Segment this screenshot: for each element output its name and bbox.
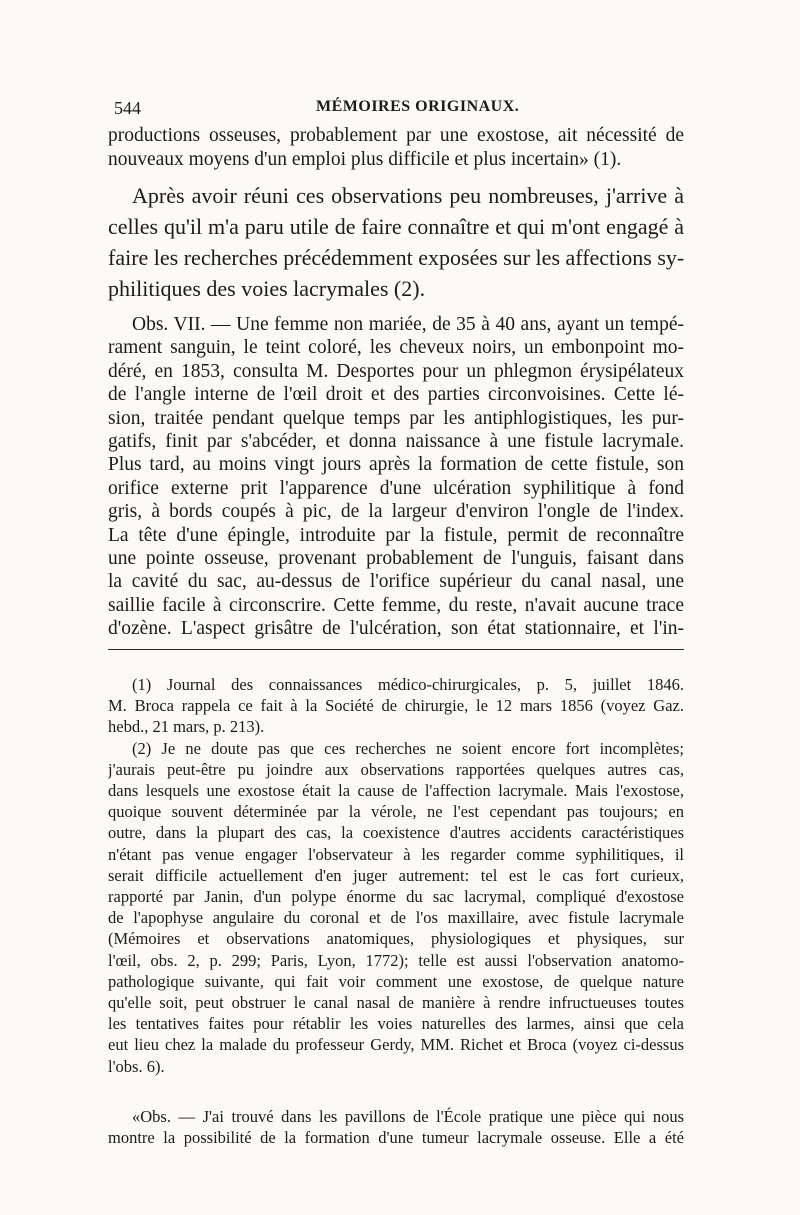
text-line: Plus tard, au moins vingt jours après la formation de cette fistule, son	[108, 454, 684, 476]
text-line: la cavité du sac, au-dessus de l'orifice supérieur du canal nasal, une	[108, 571, 684, 593]
footnote-line: (2) Je ne doute pas que ces recherches ne soient encore fort incomplètes;	[132, 738, 684, 758]
running-title: MÉMOIRES ORIGINAUX.	[316, 98, 520, 115]
text-line: nouveaux moyens d'un emploi plus difficile et plus incertain» (1).	[108, 148, 622, 170]
footnote-line: n'étant pas venue engager l'observateur à les regarder comme syphilitiques, il	[108, 844, 684, 864]
running-header	[108, 98, 684, 124]
footnote-line: montre la possibilité de la formation d'une tumeur lacrymale osseuse. Elle a été	[108, 1128, 684, 1148]
footnote-line: (Mémoires et observations anatomiques, physiologiques et physiques, sur	[108, 929, 684, 949]
footnote-line: les tentatives faites pour rétablir les voies naturelles des larmes, ainsi que cela	[108, 1014, 684, 1034]
text-line: Obs. VII. — Une femme non mariée, de 35 à 40 ans, ayant un tempé-	[132, 314, 684, 335]
footnote-line: de l'apophyse angulaire du coronal et de l'os maxillaire, avec fistule lacrymale	[108, 908, 684, 928]
footnote-line: outre, dans la plupart des cas, la coexistence d'autres accidents caractéristiques	[108, 823, 684, 843]
text-line: orifice externe prit l'apparence d'une ulcération syphilitique à fond	[108, 477, 684, 499]
text-line: sion, traitée pendant quelque temps par les antiphlogistiques, les pur-	[108, 407, 684, 429]
text-line: rament sanguin, le teint coloré, les cheveux noirs, un embonpoint mo-	[108, 337, 684, 359]
footnote-line: «Obs. — J'ai trouvé dans les pavillons de l'École pratique une pièce qui nous	[132, 1107, 684, 1126]
footnote-line: l'obs. 6).	[108, 1056, 165, 1076]
footnote-line: M. Broca rappela ce fait à la Société de chirurgie, le 12 mars 1856 (voyez Gaz.	[108, 696, 684, 716]
text-line: déré, en 1853, consulta M. Desportes pour un phlegmon érysipélateux	[108, 360, 684, 382]
footnote-divider	[108, 649, 684, 650]
text-line: gris, à bords coupés à pic, de la largeur d'environ l'ongle de l'index.	[108, 501, 684, 523]
footnote-line: qu'elle soit, peut obstruer le canal nasal de manière à rendre infructueuses toutes	[108, 993, 684, 1013]
footnote-line: serait difficile actuellement d'en juger autrement: tel est le cas fort curieux,	[108, 865, 684, 885]
footnotes	[108, 674, 684, 1077]
observation-vii	[108, 313, 684, 641]
footnote-line: rapporté par Janin, d'un polype énorme du sac lacrymal, compliqué d'exostose	[108, 887, 684, 907]
footnote-line: j'aurais peut-être pu joindre aux observations rapportées quelques autres cas,	[108, 759, 684, 779]
footnote-line: dans lesquels une exostose était la cause de l'affection lacrymale. Mais l'exostose,	[108, 781, 684, 801]
footnote-line: pathologique suivante, qui fait voir comment une exostose, de quelque nature	[108, 971, 684, 991]
footnote-continuation	[108, 1106, 684, 1148]
paragraph-intro-large	[108, 180, 684, 304]
footnote-line: l'œil, obs. 2, p. 299; Paris, Lyon, 1772); telle est aussi l'observation anatomo-	[108, 950, 684, 970]
text-line: de l'angle interne de l'œil droit et des parties circonvoisines. Cette lé-	[108, 384, 684, 406]
text-line: philitiques des voies lacrymales (2).	[108, 276, 426, 301]
footnote-line: eut lieu chez la malade du professeur Gerdy, MM. Richet et Broca (voyez ci-dessus	[108, 1035, 684, 1055]
text-line: productions osseuses, probablement par une exostose, ait nécessité de	[108, 125, 684, 146]
text-line: une pointe osseuse, provenant probablement de l'unguis, faisant dans	[108, 548, 684, 570]
page-number: 544	[114, 98, 141, 118]
text-line: Après avoir réuni ces observations peu nombreuses, j'arrive à	[132, 183, 684, 208]
text-line: La tête d'une épingle, introduite par la fistule, permit de reconnaître	[108, 524, 684, 546]
text-line: celles qu'il m'a paru utile de faire connaître et qui m'ont engagé à	[108, 214, 684, 239]
footnote-line: (1) Journal des connaissances médico-chirurgicales, p. 5, juillet 1846.	[132, 675, 684, 694]
text-line: gatifs, finit par s'abcéder, et donna naissance à une fistule lacrymale.	[108, 431, 684, 453]
text-line: d'ozène. L'aspect grisâtre de l'ulcération, son état stationnaire, et l'in-	[108, 618, 684, 640]
paragraph-continuation	[108, 124, 684, 171]
text-line: faire les recherches précédemment exposées sur les affections sy-	[108, 245, 684, 270]
text-line: saillie facile à circonscrire. Cette femme, du reste, n'avait aucune trace	[108, 594, 684, 616]
footnote-line: quoique souvent déterminée par la vérole, ne l'est cependant pas toujours; en	[108, 802, 684, 822]
footnote-line: hebd., 21 mars, p. 213).	[108, 717, 265, 737]
